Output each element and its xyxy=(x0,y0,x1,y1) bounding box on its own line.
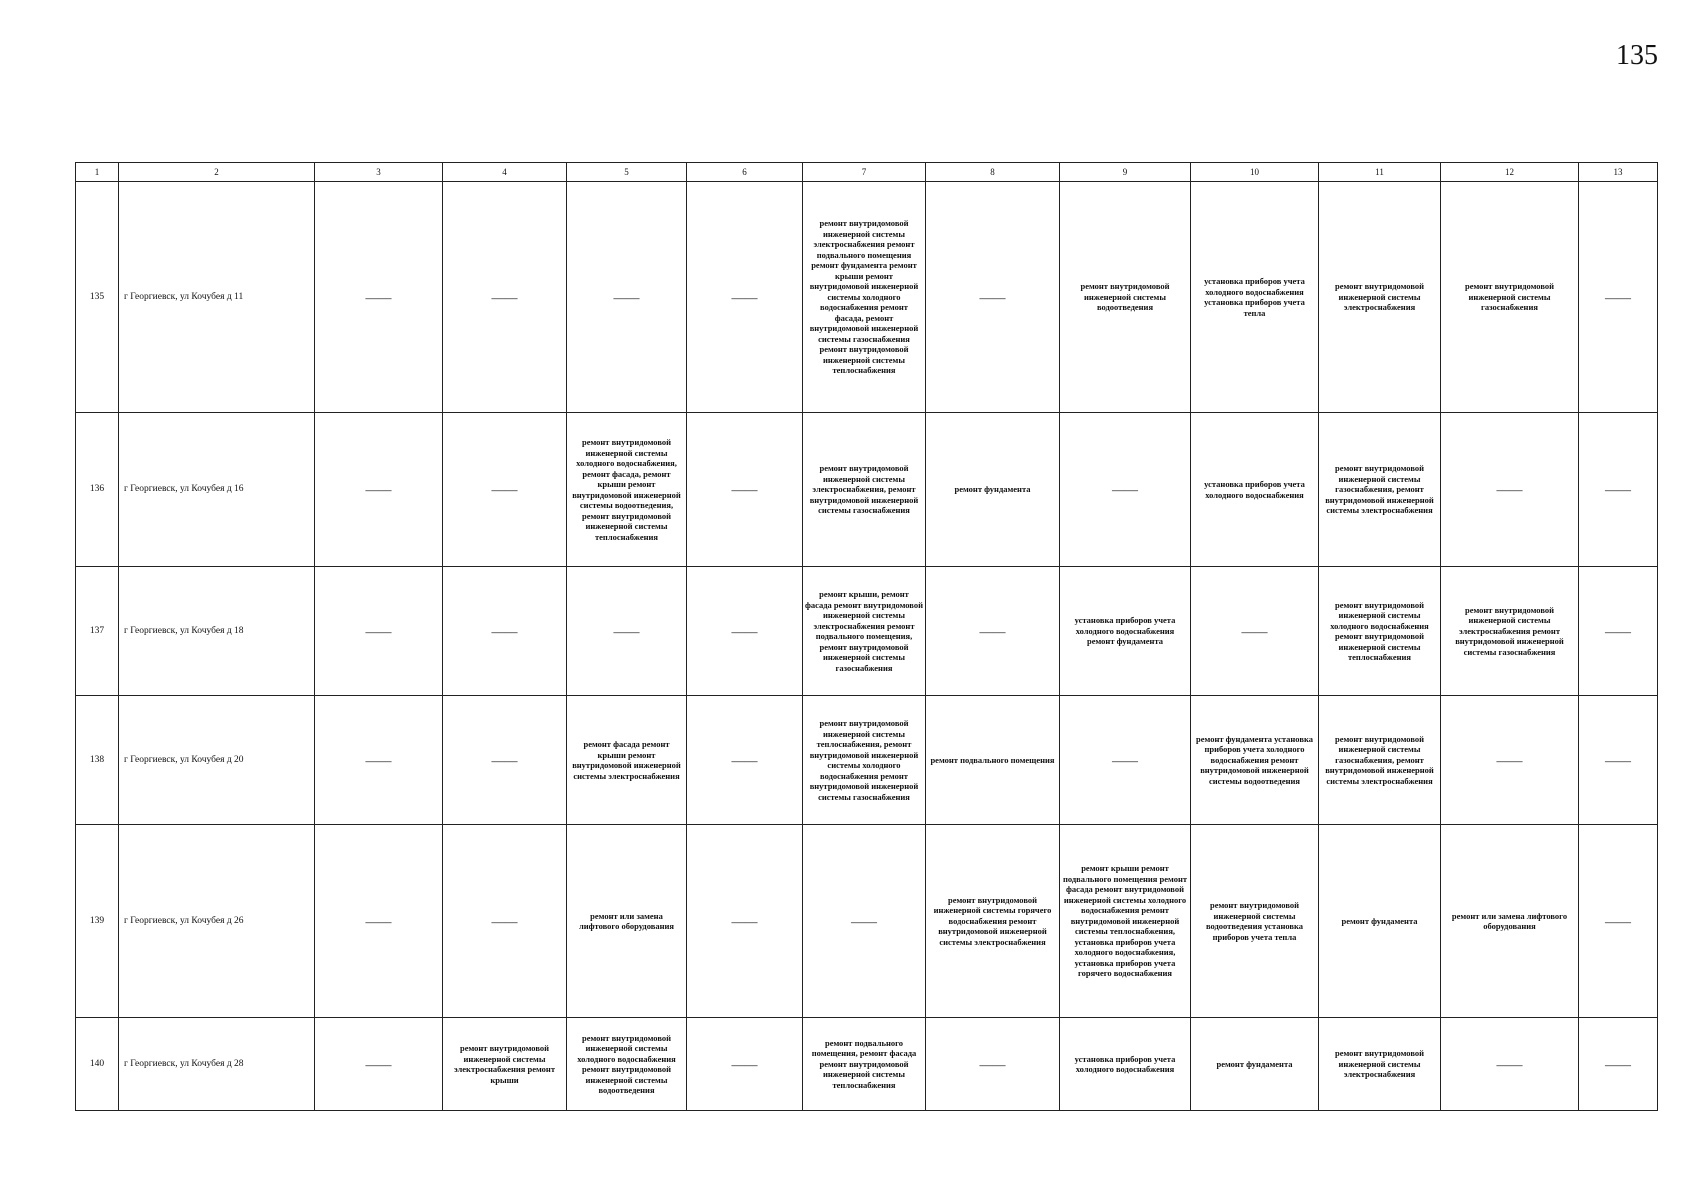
column-number: 13 xyxy=(1579,163,1658,182)
empty-dash-cell: —— xyxy=(315,413,443,567)
table-row xyxy=(76,825,1658,1018)
empty-dash-cell: —— xyxy=(687,825,803,1018)
column-number: 3 xyxy=(315,163,443,182)
work-description-cell: ремонт или замена лифтового оборудования xyxy=(1441,825,1579,1018)
empty-dash-cell: —— xyxy=(926,182,1060,413)
empty-dash-cell: —— xyxy=(443,182,567,413)
column-number: 8 xyxy=(926,163,1060,182)
work-description-cell: ремонт внутридомовой инженерной системы газоснабжения xyxy=(1441,182,1579,413)
empty-dash-cell: —— xyxy=(926,567,1060,696)
address-cell: г Георгиевск, ул Кочубея д 26 xyxy=(119,825,315,1018)
empty-dash-cell: —— xyxy=(315,696,443,825)
empty-dash-cell: —— xyxy=(1441,413,1579,567)
work-description-cell: ремонт внутридомовой инженерной системы электроснабжения xyxy=(1319,1018,1441,1111)
work-description-cell: ремонт внутридомовой инженерной системы теплоснабжения, ремонт внутридомовой инженерной системы холодного водоснабжения ремонт внутридомовой инженерной системы газоснабжения xyxy=(803,696,926,825)
work-description-cell: ремонт фундамента xyxy=(1191,1018,1319,1111)
work-description-cell: ремонт или замена лифтового оборудования xyxy=(567,825,687,1018)
row-number-cell: 137 xyxy=(76,567,119,696)
work-description-cell: ремонт фундамента xyxy=(1319,825,1441,1018)
work-description-cell: ремонт внутридомовой инженерной системы водоотведения xyxy=(1060,182,1191,413)
empty-dash-cell: —— xyxy=(1060,696,1191,825)
work-description-cell: ремонт внутридомовой инженерной системы электроснабжения ремонт крыши xyxy=(443,1018,567,1111)
empty-dash-cell: —— xyxy=(1579,1018,1658,1111)
column-number: 6 xyxy=(687,163,803,182)
row-number-cell: 140 xyxy=(76,1018,119,1111)
work-description-cell: ремонт внутридомовой инженерной системы холодного водоснабжения ремонт внутридомовой инженерной системы водоотведения xyxy=(567,1018,687,1111)
empty-dash-cell: —— xyxy=(926,1018,1060,1111)
column-number: 9 xyxy=(1060,163,1191,182)
empty-dash-cell: —— xyxy=(687,696,803,825)
column-number: 12 xyxy=(1441,163,1579,182)
work-description-cell: ремонт подвального помещения xyxy=(926,696,1060,825)
empty-dash-cell: —— xyxy=(443,696,567,825)
empty-dash-cell: —— xyxy=(1579,182,1658,413)
repair-schedule-table xyxy=(75,162,1658,1111)
empty-dash-cell: —— xyxy=(687,1018,803,1111)
work-description-cell: ремонт фундамента xyxy=(926,413,1060,567)
row-number-cell: 135 xyxy=(76,182,119,413)
row-number-cell: 139 xyxy=(76,825,119,1018)
work-description-cell: ремонт крыши ремонт подвального помещения ремонт фасада ремонт внутридомовой инженерной системы холодного водоснабжения ремонт внутридомовой инженерной системы теплоснабжения, установка приборов учета холодного водоснабжения, установка приборов учета горячего водоснабжения xyxy=(1060,825,1191,1018)
empty-dash-cell: —— xyxy=(687,567,803,696)
address-cell: г Георгиевск, ул Кочубея д 18 xyxy=(119,567,315,696)
empty-dash-cell: —— xyxy=(803,825,926,1018)
work-description-cell: ремонт внутридомовой инженерной системы горячего водоснабжения ремонт внутридомовой инженерной системы электроснабжения xyxy=(926,825,1060,1018)
empty-dash-cell: —— xyxy=(315,182,443,413)
column-number: 10 xyxy=(1191,163,1319,182)
work-description-cell: ремонт крыши, ремонт фасада ремонт внутридомовой инженерной системы электроснабжения ремонт подвального помещения, ремонт внутридомовой инженерной системы газоснабжения xyxy=(803,567,926,696)
work-description-cell: ремонт внутридомовой инженерной системы холодного водоснабжения ремонт внутридомовой инженерной системы теплоснабжения xyxy=(1319,567,1441,696)
column-number: 11 xyxy=(1319,163,1441,182)
table-row xyxy=(76,182,1658,413)
empty-dash-cell: —— xyxy=(1441,696,1579,825)
table-row xyxy=(76,1018,1658,1111)
empty-dash-cell: —— xyxy=(443,825,567,1018)
empty-dash-cell: —— xyxy=(1579,825,1658,1018)
empty-dash-cell: —— xyxy=(315,1018,443,1111)
row-number-cell: 136 xyxy=(76,413,119,567)
table-row xyxy=(76,413,1658,567)
empty-dash-cell: —— xyxy=(1441,1018,1579,1111)
work-description-cell: ремонт фундамента установка приборов учета холодного водоснабжения ремонт внутридомовой инженерной системы водоотведения xyxy=(1191,696,1319,825)
column-number: 7 xyxy=(803,163,926,182)
page-number: 135 xyxy=(1616,40,1658,71)
work-description-cell: ремонт внутридомовой инженерной системы холодного водоснабжения, ремонт фасада, ремонт крыши ремонт внутридомовой инженерной системы водоотведения, ремонт внутридомовой инженерной системы теплоснабжения xyxy=(567,413,687,567)
work-description-cell: ремонт внутридомовой инженерной системы газоснабжения, ремонт внутридомовой инженерной системы электроснабжения xyxy=(1319,413,1441,567)
column-number: 4 xyxy=(443,163,567,182)
column-number: 2 xyxy=(119,163,315,182)
address-cell: г Георгиевск, ул Кочубея д 16 xyxy=(119,413,315,567)
work-description-cell: ремонт подвального помещения, ремонт фасада ремонт внутридомовой инженерной системы теплоснабжения xyxy=(803,1018,926,1111)
empty-dash-cell: —— xyxy=(1579,696,1658,825)
row-number-cell: 138 xyxy=(76,696,119,825)
work-description-cell: установка приборов учета холодного водоснабжения xyxy=(1191,413,1319,567)
empty-dash-cell: —— xyxy=(567,567,687,696)
table-row xyxy=(76,696,1658,825)
empty-dash-cell: —— xyxy=(687,413,803,567)
work-description-cell: ремонт внутридомовой инженерной системы электроснабжения, ремонт внутридомовой инженерной системы газоснабжения xyxy=(803,413,926,567)
address-cell: г Георгиевск, ул Кочубея д 20 xyxy=(119,696,315,825)
column-number: 5 xyxy=(567,163,687,182)
empty-dash-cell: —— xyxy=(1060,413,1191,567)
address-cell: г Георгиевск, ул Кочубея д 28 xyxy=(119,1018,315,1111)
empty-dash-cell: —— xyxy=(1579,567,1658,696)
work-description-cell: ремонт внутридомовой инженерной системы электроснабжения ремонт подвального помещения ремонт фундамента ремонт крыши ремонт внутридомовой инженерной системы холодного водоснабжения ремонт фасада, ремонт внутридомовой инженерной системы газоснабжения ремонт внутридомовой инженерной системы теплоснабжения xyxy=(803,182,926,413)
work-description-cell: установка приборов учета холодного водоснабжения ремонт фундамента xyxy=(1060,567,1191,696)
work-description-cell: ремонт внутридомовой инженерной системы водоотведения установка приборов учета тепла xyxy=(1191,825,1319,1018)
address-cell: г Георгиевск, ул Кочубея д 11 xyxy=(119,182,315,413)
work-description-cell: ремонт внутридомовой инженерной системы электроснабжения ремонт внутридомовой инженерной системы газоснабжения xyxy=(1441,567,1579,696)
empty-dash-cell: —— xyxy=(315,825,443,1018)
column-number: 1 xyxy=(76,163,119,182)
table-row xyxy=(76,567,1658,696)
empty-dash-cell: —— xyxy=(315,567,443,696)
empty-dash-cell: —— xyxy=(443,567,567,696)
work-description-cell: ремонт внутридомовой инженерной системы газоснабжения, ремонт внутридомовой инженерной системы электроснабжения xyxy=(1319,696,1441,825)
empty-dash-cell: —— xyxy=(567,182,687,413)
empty-dash-cell: —— xyxy=(1579,413,1658,567)
work-description-cell: ремонт фасада ремонт крыши ремонт внутридомовой инженерной системы электроснабжения xyxy=(567,696,687,825)
empty-dash-cell: —— xyxy=(1191,567,1319,696)
column-number-row xyxy=(76,163,1658,182)
work-description-cell: установка приборов учета холодного водоснабжения xyxy=(1060,1018,1191,1111)
work-description-cell: установка приборов учета холодного водоснабжения установка приборов учета тепла xyxy=(1191,182,1319,413)
work-description-cell: ремонт внутридомовой инженерной системы электроснабжения xyxy=(1319,182,1441,413)
empty-dash-cell: —— xyxy=(687,182,803,413)
empty-dash-cell: —— xyxy=(443,413,567,567)
